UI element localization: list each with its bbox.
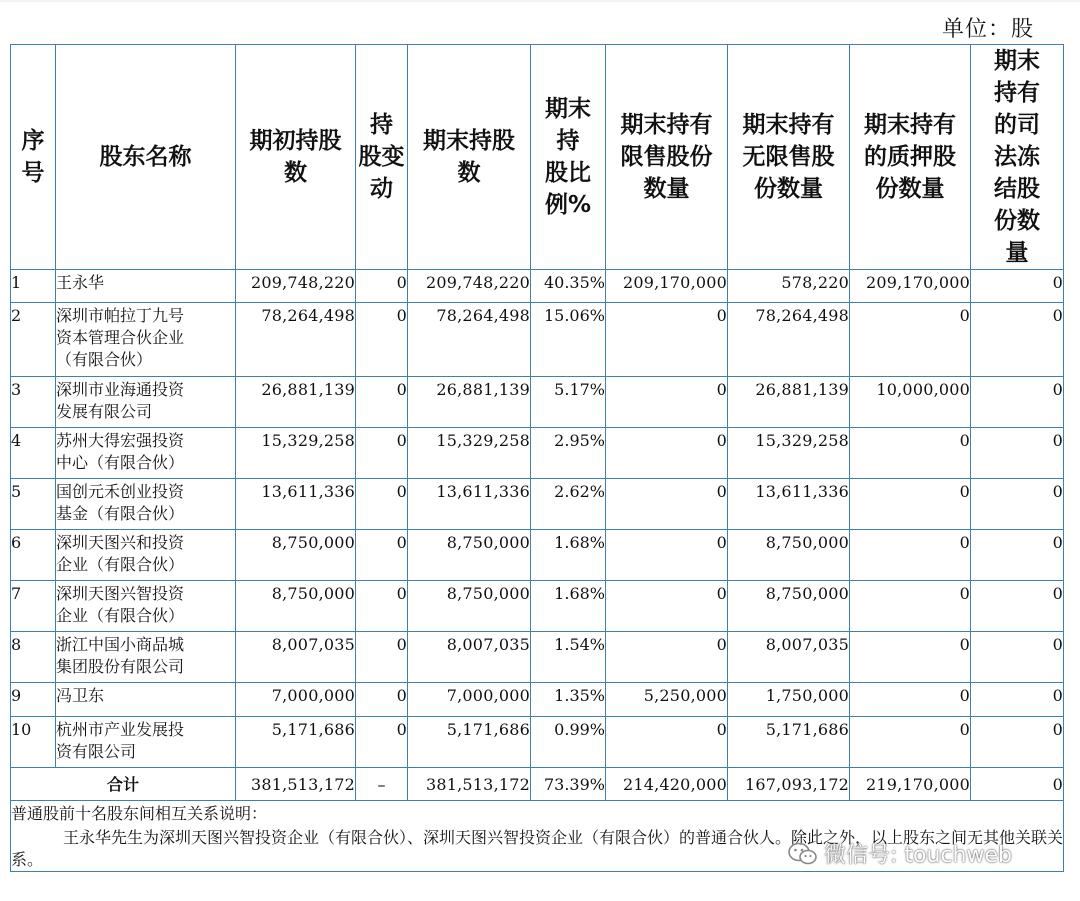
row-frozen: 0: [971, 530, 1064, 581]
row-restricted: 0: [606, 530, 728, 581]
row-restricted: 0: [606, 632, 728, 683]
total-row: [11, 768, 1064, 801]
header-row: [11, 45, 1064, 270]
row-seq: 7: [11, 581, 56, 632]
table-row: [11, 683, 1064, 717]
row-frozen: 0: [971, 632, 1064, 683]
row-change: 0: [356, 717, 408, 768]
header-ratio: [531, 45, 606, 270]
row-ratio: 2.62%: [531, 479, 606, 530]
table-row: [11, 632, 1064, 683]
row-ratio: 40.35%: [531, 270, 606, 303]
header-line: 例%: [544, 192, 592, 218]
row-restricted: 0: [606, 581, 728, 632]
header-line: 股变: [358, 144, 405, 170]
row-frozen: 0: [971, 377, 1064, 428]
header-line: 股东名称: [99, 144, 192, 170]
row-end: 5,171,686: [408, 717, 531, 768]
row-end: 78,264,498: [408, 303, 531, 377]
header-frozen: [971, 45, 1064, 270]
shareholder-name-line: 深圳天图兴和投资: [56, 533, 185, 552]
row-ratio: 5.17%: [531, 377, 606, 428]
header-line: 数: [284, 160, 307, 186]
table-row: [11, 479, 1064, 530]
row-restricted: 0: [606, 428, 728, 479]
header-restricted: [606, 45, 728, 270]
row-seq: 1: [11, 270, 56, 303]
shareholder-name-line: 冯卫东: [56, 686, 105, 705]
row-shareholder-name: [56, 428, 236, 479]
header-line: 期末持股: [423, 128, 515, 154]
row-unrestricted: 8,007,035: [728, 632, 850, 683]
row-frozen: 0: [971, 479, 1064, 530]
row-shareholder-name: [56, 303, 236, 377]
row-seq: 8: [11, 632, 56, 683]
row-change: 0: [356, 530, 408, 581]
total-change: –: [356, 768, 408, 801]
table-row: [11, 717, 1064, 768]
table-row: [11, 428, 1064, 479]
row-pledged: 10,000,000: [850, 377, 971, 428]
header-line: 股比: [544, 160, 591, 186]
row-pledged: 0: [850, 479, 971, 530]
header-line: 的司: [994, 112, 1040, 138]
row-seq: 5: [11, 479, 56, 530]
header-line: 法冻: [994, 144, 1040, 170]
table-row: [11, 581, 1064, 632]
total-begin: 381,513,172: [236, 768, 356, 801]
row-change: 0: [356, 581, 408, 632]
row-unrestricted: 578,220: [728, 270, 850, 303]
watermark-text: 微信号: touchweb: [824, 843, 1012, 868]
row-change: 0: [356, 479, 408, 530]
header-seq: [11, 45, 56, 270]
row-pledged: 0: [850, 530, 971, 581]
row-frozen: 0: [971, 683, 1064, 717]
total-frozen: 0: [971, 768, 1064, 801]
row-unrestricted: 15,329,258: [728, 428, 850, 479]
row-change: 0: [356, 270, 408, 303]
header-line: 限售股份: [620, 144, 713, 170]
row-change: 0: [356, 377, 408, 428]
row-frozen: 0: [971, 581, 1064, 632]
row-ratio: 1.68%: [531, 530, 606, 581]
row-begin: 8,750,000: [236, 581, 356, 632]
header-line: 期初持股: [249, 128, 342, 154]
header-end: [408, 45, 531, 270]
shareholder-name-line: 浙江中国小商品城: [56, 635, 185, 654]
header-begin: [236, 45, 356, 270]
row-shareholder-name: [56, 581, 236, 632]
row-unrestricted: 1,750,000: [728, 683, 850, 717]
row-shareholder-name: [56, 377, 236, 428]
header-name: [56, 45, 236, 270]
header-line: 结股: [994, 176, 1040, 202]
row-pledged: 0: [850, 683, 971, 717]
row-shareholder-name: [56, 270, 236, 303]
header-line: 期末持有: [864, 112, 956, 138]
row-begin: 7,000,000: [236, 683, 356, 717]
row-end: 8,750,000: [408, 581, 531, 632]
header-line: 号: [21, 160, 45, 186]
row-end: 26,881,139: [408, 377, 531, 428]
shareholder-name-line: 深圳天图兴智投资: [56, 584, 185, 603]
row-unrestricted: 78,264,498: [728, 303, 850, 377]
row-change: 0: [356, 632, 408, 683]
row-pledged: 0: [850, 717, 971, 768]
header-line: 序: [21, 128, 45, 154]
row-begin: 78,264,498: [236, 303, 356, 377]
row-ratio: 1.54%: [531, 632, 606, 683]
row-ratio: 0.99%: [531, 717, 606, 768]
row-shareholder-name: [56, 530, 236, 581]
shareholder-name-line: 企业（有限合伙）: [56, 606, 185, 625]
row-unrestricted: 26,881,139: [728, 377, 850, 428]
shareholder-name-line: 国创元禾创业投资: [56, 482, 185, 501]
shareholder-name-line: 发展有限公司: [56, 402, 153, 421]
header-pledged: [850, 45, 971, 270]
total-restricted: 214,420,000: [606, 768, 728, 801]
shareholder-name-line: 资本管理合伙企业: [56, 328, 185, 347]
row-begin: 209,748,220: [236, 270, 356, 303]
row-change: 0: [356, 428, 408, 479]
row-begin: 5,171,686: [236, 717, 356, 768]
row-restricted: 0: [606, 717, 728, 768]
header-line: 的质押股: [864, 144, 956, 170]
shareholder-name-line: 企业（有限合伙）: [56, 555, 185, 574]
header-line: 持: [556, 128, 580, 154]
row-restricted: 0: [606, 377, 728, 428]
row-change: 0: [356, 683, 408, 717]
note-body: 王永华先生为深圳天图兴智投资企业（有限合伙）、深圳天图兴智投资企业（有限合伙）的普通合伙人。除此之外，以上股东之间无其他关联关系。: [11, 828, 1064, 869]
header-change: [356, 45, 408, 270]
shareholder-name-line: 王永华: [56, 273, 105, 292]
row-end: 8,750,000: [408, 530, 531, 581]
row-begin: 8,007,035: [236, 632, 356, 683]
shareholder-name-line: 苏州大得宏强投资: [56, 431, 185, 450]
unit-label: 单位：股: [942, 17, 1035, 42]
row-shareholder-name: [56, 683, 236, 717]
header-line: 期末持有: [620, 112, 713, 138]
header-line: 动: [370, 176, 393, 202]
row-seq: 2: [11, 303, 56, 377]
total-pledged: 219,170,000: [850, 768, 971, 801]
row-seq: 6: [11, 530, 56, 581]
header-line: 份数: [994, 208, 1040, 234]
row-pledged: 0: [850, 581, 971, 632]
header-line: 数: [457, 160, 481, 186]
row-pledged: 0: [850, 632, 971, 683]
total-label: 合计: [11, 768, 236, 801]
row-begin: 8,750,000: [236, 530, 356, 581]
row-unrestricted: 5,171,686: [728, 717, 850, 768]
row-shareholder-name: [56, 717, 236, 768]
row-restricted: 0: [606, 479, 728, 530]
row-shareholder-name: [56, 479, 236, 530]
row-end: 15,329,258: [408, 428, 531, 479]
row-ratio: 2.95%: [531, 428, 606, 479]
shareholder-name-line: 基金（有限合伙）: [56, 504, 185, 523]
row-unrestricted: 8,750,000: [728, 530, 850, 581]
header-line: 份数量: [875, 176, 945, 202]
header-line: 持: [370, 112, 393, 138]
row-begin: 13,611,336: [236, 479, 356, 530]
shareholder-name-line: 中心（有限合伙）: [56, 453, 185, 472]
row-restricted: 5,250,000: [606, 683, 728, 717]
row-end: 7,000,000: [408, 683, 531, 717]
header-line: 期末: [544, 96, 591, 122]
shareholder-name-line: 深圳市业海通投资: [56, 380, 185, 399]
header-line: 量: [1005, 240, 1029, 266]
note-heading: 普通股前十名股东间相互关系说明：: [11, 801, 1064, 826]
row-unrestricted: 13,611,336: [728, 479, 850, 530]
row-frozen: 0: [971, 303, 1064, 377]
row-end: 8,007,035: [408, 632, 531, 683]
row-end: 209,748,220: [408, 270, 531, 303]
row-ratio: 15.06%: [531, 303, 606, 377]
row-frozen: 0: [971, 270, 1064, 303]
row-begin: 15,329,258: [236, 428, 356, 479]
row-restricted: 209,170,000: [606, 270, 728, 303]
total-ratio: 73.39%: [531, 768, 606, 801]
header-line: 份数量: [754, 176, 823, 202]
total-end: 381,513,172: [408, 768, 531, 801]
header-unrestricted: [728, 45, 850, 270]
row-seq: 4: [11, 428, 56, 479]
table-row: [11, 377, 1064, 428]
row-end: 13,611,336: [408, 479, 531, 530]
header-line: 持有: [994, 80, 1040, 106]
row-change: 0: [356, 303, 408, 377]
total-unrestricted: 167,093,172: [728, 768, 850, 801]
note-heading-row: [11, 801, 1064, 826]
shareholder-name-line: 集团股份有限公司: [56, 657, 185, 676]
row-pledged: 0: [850, 428, 971, 479]
wechat-icon: [788, 842, 818, 866]
header-line: 期末: [994, 48, 1040, 74]
header-line: 期末持有: [742, 112, 835, 138]
row-begin: 26,881,139: [236, 377, 356, 428]
row-frozen: 0: [971, 428, 1064, 479]
shareholder-table: [10, 44, 1064, 872]
shareholder-name-line: （有限合伙）: [56, 350, 153, 369]
row-shareholder-name: [56, 632, 236, 683]
table-row: [11, 270, 1064, 303]
top-edge: [0, 0, 1080, 2]
header-line: 数量: [643, 176, 690, 202]
row-restricted: 0: [606, 303, 728, 377]
shareholder-name-line: 资有限公司: [56, 742, 137, 761]
shareholder-name-line: 深圳市帕拉丁九号: [56, 306, 185, 325]
row-unrestricted: 8,750,000: [728, 581, 850, 632]
watermark: [788, 838, 1012, 869]
shareholder-name-line: 杭州市产业发展投: [56, 720, 185, 739]
header-line: 无限售股: [742, 144, 835, 170]
row-seq: 9: [11, 683, 56, 717]
table-row: [11, 530, 1064, 581]
row-ratio: 1.35%: [531, 683, 606, 717]
row-frozen: 0: [971, 717, 1064, 768]
row-seq: 10: [11, 717, 56, 768]
row-pledged: 0: [850, 303, 971, 377]
table-row: [11, 303, 1064, 377]
row-ratio: 1.68%: [531, 581, 606, 632]
row-pledged: 209,170,000: [850, 270, 971, 303]
row-seq: 3: [11, 377, 56, 428]
